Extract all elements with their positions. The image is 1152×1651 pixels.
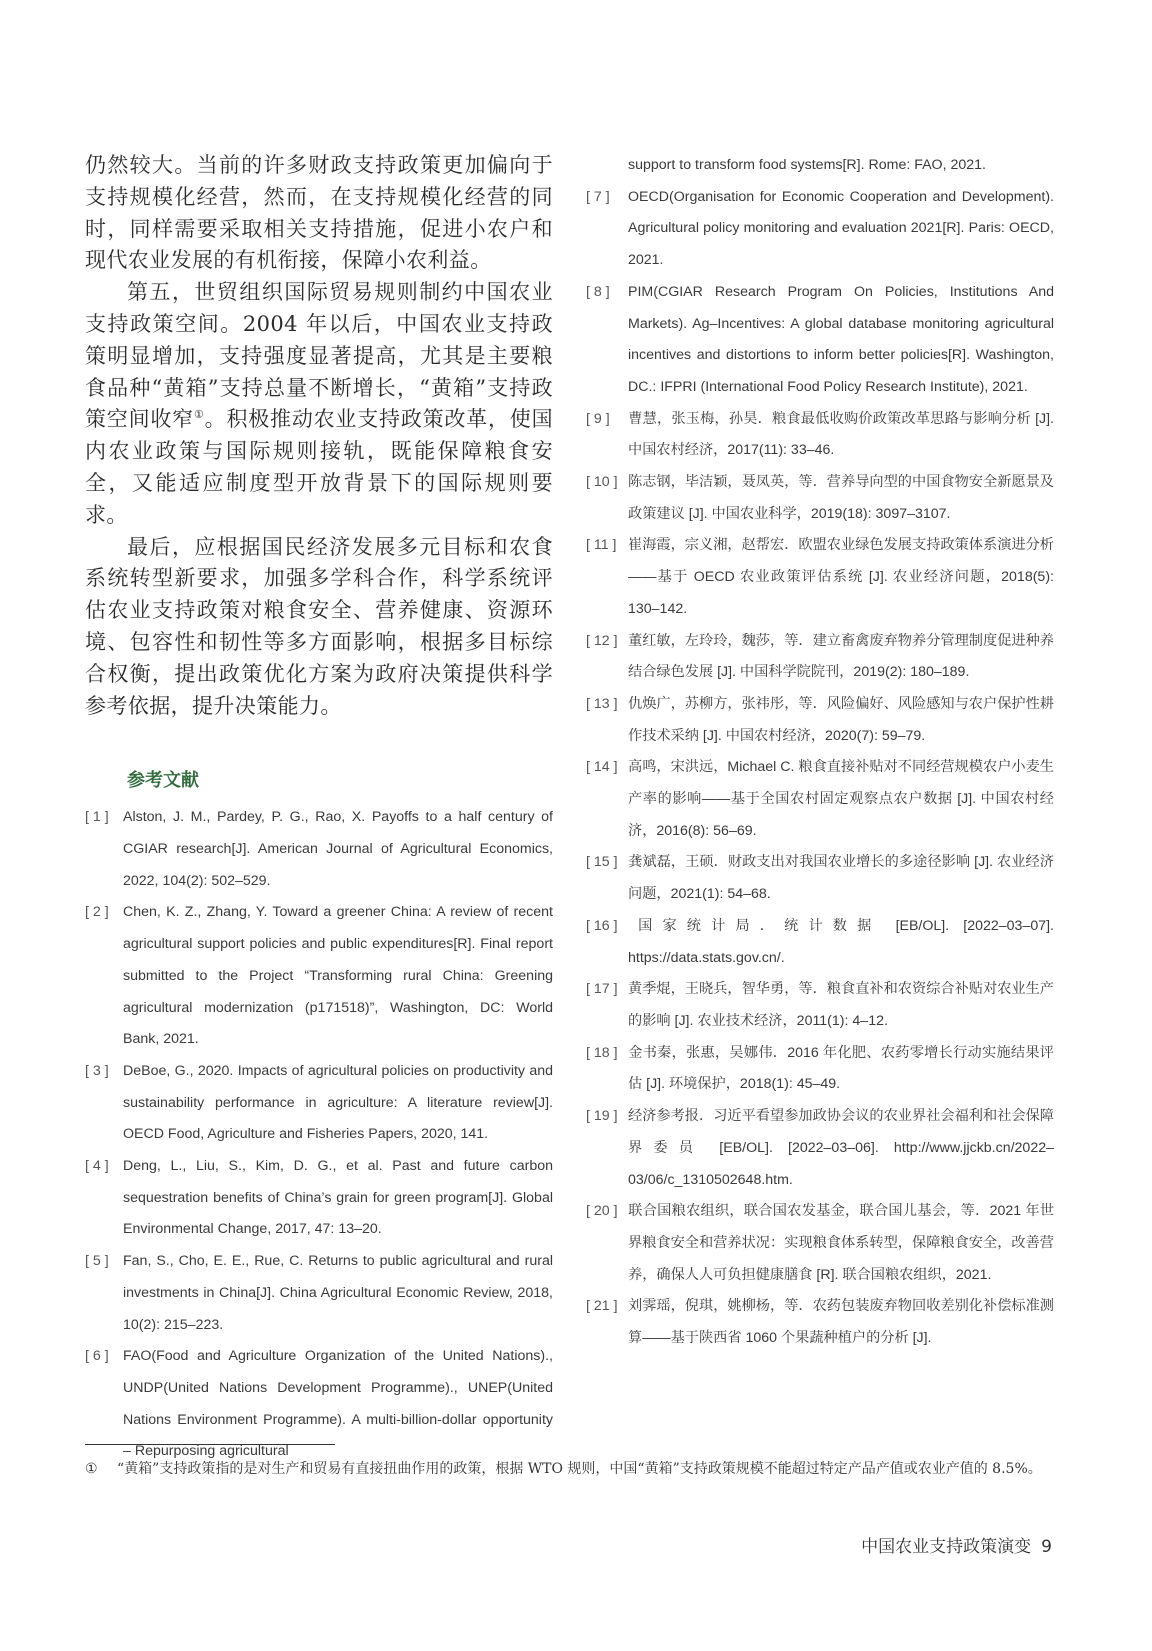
- reference-number: [ 4 ]: [85, 1158, 109, 1175]
- reference-item: [85, 897, 553, 1056]
- reference-item: [586, 626, 1054, 689]
- reference-text: FAO(Food and Agriculture Organization of the United Nations)., UNDP(United Nations Development Programme)., UNEP(United Nations Environment Programme). A multi-billion-dollar opportunity – Repurposing agricultural: [123, 1348, 553, 1460]
- body-paragraph: 仍然较大。当前的许多财政支持政策更加偏向于支持规模化经营，然而，在支持规模化经营的同时，同样需要采取相关支持措施，促进小农户和现代农业发展的有机衔接，保障小农利益。: [85, 153, 553, 273]
- reference-item: [586, 467, 1054, 530]
- reference-item: [586, 1038, 1054, 1101]
- reference-item: [85, 1246, 553, 1341]
- reference-text: Fan, S., Cho, E. E., Rue, C. Returns to public agricultural and rural investments in China[J]. China Agricultural Economic Review, 2018, 10(2): 215–223.: [123, 1253, 553, 1333]
- reference-continuation: support to transform food systems[R]. Rome: FAO, 2021.: [628, 157, 986, 173]
- reference-text: DeBoe, G., 2020. Impacts of agricultural policies on productivity and sustainability performance in agriculture: A literature review[J]. OECD Food, Agriculture and Fisheries Papers, 2020, 141.: [123, 1062, 553, 1143]
- body-paragraph: 最后，应根据国民经济发展多元目标和农食系统转型新要求，加强多学科合作，科学系统评估农业支持政策对粮食安全、营养健康、资源环境、包容性和韧性等多方面影响，根据多目标综合权衡，提出政策优化方案为政府决策提供科学参考依据，提升决策能力。: [85, 534, 553, 718]
- reference-text: 董红敏，左玲玲，魏莎，等．建立畜禽废弃物养分管理制度促进种养结合绿色发展 [J]. 中国科学院院刊，2019(2): 180–189.: [628, 632, 1054, 681]
- reference-text: 黄季焜，王晓兵，智华勇，等．粮食直补和农资综合补贴对农业生产的影响 [J]. 农业技术经济，2011(1): 4–12.: [628, 981, 1054, 1029]
- reference-text: 联合国粮农组织，联合国农发基金，联合国儿基会，等．2021 年世界粮食安全和营养状况：实现粮食体系转型，保障粮食安全，改善营养，确保人人可负担健康膳食 [R]. 联合国粮农组织，2021.: [628, 1203, 1054, 1283]
- reference-text: Deng, L., Liu, S., Kim, D. G., et al. Past and future carbon sequestration benefits of China’s grain for green program[J]. Global Environmental Change, 2017, 47: 13–20.: [123, 1158, 553, 1238]
- reference-text: 刘霁瑶，倪琪，姚柳杨，等．农药包装废弃物回收差别化补偿标准测算——基于陕西省 1060 个果蔬种植户的分析 [J].: [628, 1298, 1054, 1347]
- reference-number: [ 1 ]: [85, 809, 109, 826]
- reference-text: PIM(CGIAR Research Program On Policies, Institutions And Markets). Ag–Incentives: A global database monitoring agricultural incentives and distortions to inform better policies[R]. Washington, DC.: IFPRI (International Food Policy Research Institute), 2021.: [628, 283, 1054, 395]
- footnote-reference[interactable]: ①: [193, 408, 205, 422]
- reference-item: [586, 182, 1054, 277]
- reference-item: [586, 1196, 1054, 1291]
- reference-number: [ 17 ]: [586, 981, 618, 998]
- page-footer: [861, 1532, 1052, 1557]
- reference-item: [586, 1291, 1054, 1354]
- reference-number: [ 14 ]: [586, 759, 618, 776]
- reference-item: [85, 1151, 553, 1246]
- reference-text: 高鸣，宋洪远，Michael C. 粮食直接补贴对不同经营规模农户小麦生产率的影响——基于全国农村固定观察点农户数据 [J]. 中国农村经济，2016(8): 56–69.: [628, 759, 1054, 839]
- reference-number: [ 15 ]: [586, 854, 618, 871]
- reference-number: [ 3 ]: [85, 1062, 109, 1079]
- left-column: [85, 150, 553, 1468]
- reference-item: [586, 404, 1054, 467]
- reference-item: [85, 1056, 553, 1151]
- references-list-left: [85, 802, 553, 1468]
- footnote-mark: ①: [85, 1461, 98, 1477]
- page-number: 9: [1041, 1537, 1052, 1557]
- reference-text: Chen, K. Z., Zhang, Y. Toward a greener China: A review of recent agricultural support policies and public expenditures[R]. Final report submitted to the Project “Transforming rural China: Greening agricultural modernization (p171518)”, Washington, DC: World Bank, 2021.: [123, 904, 553, 1048]
- footnote-divider: [85, 1444, 335, 1445]
- reference-number: [ 20 ]: [586, 1203, 618, 1220]
- reference-text: 龚斌磊，王硕．财政支出对我国农业增长的多途径影响 [J]. 农业经济问题，2021(1): 54–68.: [628, 854, 1054, 903]
- right-column: [586, 150, 1054, 1355]
- reference-number: [ 19 ]: [586, 1108, 618, 1125]
- reference-number: [ 8 ]: [586, 283, 610, 300]
- reference-text: 曹慧，张玉梅，孙昊．粮食最低收购价政策改革思路与影响分析 [J]. 中国农村经济，2017(11): 33–46.: [628, 410, 1054, 459]
- reference-item: [85, 1341, 553, 1468]
- reference-item: [586, 530, 1054, 625]
- reference-item: [586, 689, 1054, 752]
- body-paragraph: [85, 277, 553, 531]
- reference-item: [586, 974, 1054, 1037]
- reference-text: 经济参考报．习近平看望参加政协会议的农业界社会福利和社会保障界委员 [EB/OL]. [2022–03–06]. http://www.jjckb.cn/2022–03/06/c_1310502648.htm.: [628, 1108, 1054, 1188]
- reference-text: 陈志钢，毕洁颖，聂凤英，等．营养导向型的中国食物安全新愿景及政策建议 [J]. 中国农业科学，2019(18): 3097–3107.: [628, 474, 1054, 522]
- reference-number: [ 12 ]: [586, 632, 618, 649]
- reference-number: [ 6 ]: [85, 1348, 109, 1365]
- paragraph-text: 。积极推动农业支持政策改革，使国内农业政策与国际规则接轨，既能保障粮食安全，又能适应制度型开放背景下的国际规则要求。: [85, 407, 554, 527]
- reference-item: [85, 802, 553, 897]
- reference-item: [586, 911, 1054, 974]
- reference-number: [ 7 ]: [586, 188, 610, 205]
- reference-text: Alston, J. M., Pardey, P. G., Rao, X. Payoffs to a half century of CGIAR research[J]. American Journal of Agricultural Economics, 2022, 104(2): 502–529.: [123, 809, 553, 889]
- reference-text: 崔海霞，宗义湘，赵帮宏．欧盟农业绿色发展支持政策体系演进分析——基于 OECD 农业政策评估系统 [J]. 农业经济问题，2018(5): 130–142.: [628, 537, 1054, 617]
- paragraph-text: 第五，世贸组织国际贸易规则制约中国农业支持政策空间。2004 年以后，中国农业支持政策明显增加，支持强度显著提高，尤其是主要粮食品种“黄箱”支持总量不断增长，“黄箱”支持政策空间收窄: [85, 280, 553, 432]
- reference-text: OECD(Organisation for Economic Cooperation and Development). Agricultural policy monitoring and evaluation 2021[R]. Paris: OECD, 2021.: [628, 188, 1054, 269]
- references-heading: 参考文献: [127, 770, 199, 792]
- reference-number: [ 18 ]: [586, 1044, 618, 1061]
- reference-number: [ 5 ]: [85, 1253, 109, 1270]
- footnote: [85, 1458, 1082, 1481]
- reference-number: [ 2 ]: [85, 904, 109, 921]
- reference-number: [ 10 ]: [586, 474, 618, 491]
- reference-number: [ 11 ]: [586, 537, 617, 554]
- reference-item: [586, 847, 1054, 910]
- reference-item: [586, 752, 1054, 847]
- reference-number: [ 16 ]: [586, 917, 618, 934]
- running-title: 中国农业支持政策演变: [861, 1537, 1032, 1557]
- reference-text: 国家统计局．统计数据 [EB/OL]. [2022–03–07]. https://data.stats.gov.cn/.: [628, 917, 1054, 966]
- reference-number: [ 21 ]: [586, 1298, 618, 1315]
- reference-item: [586, 1101, 1054, 1196]
- reference-text: 金书秦，张惠，吴娜伟．2016 年化肥、农药零增长行动实施结果评估 [J]. 环境保护，2018(1): 45–49.: [628, 1044, 1054, 1093]
- reference-number: [ 9 ]: [586, 410, 610, 427]
- reference-item: [586, 277, 1054, 404]
- reference-number: [ 13 ]: [586, 695, 618, 712]
- reference-text: 仇焕广，苏柳方，张祎彤，等．风险偏好、风险感知与农户保护性耕作技术采纳 [J]. 中国农村经济，2020(7): 59–79.: [628, 695, 1054, 744]
- footnote-text: “黄箱”支持政策指的是对生产和贸易有直接扭曲作用的政策，根据 WTO 规则，中国“黄箱”支持政策规模不能超过特定产品产值或农业产值的 8.5%。: [117, 1461, 1042, 1477]
